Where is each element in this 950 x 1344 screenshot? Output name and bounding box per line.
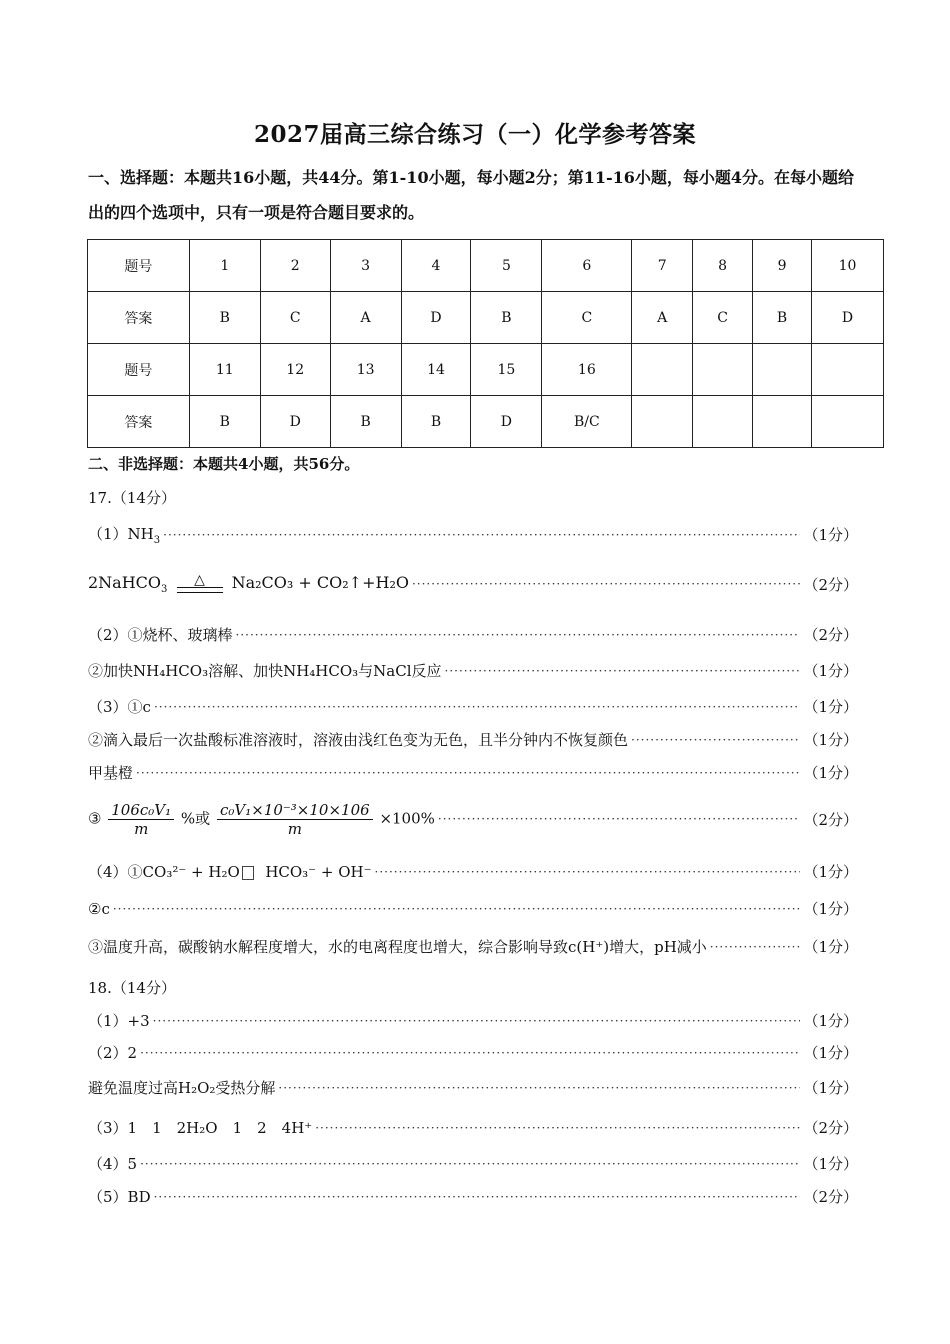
table-cell xyxy=(811,344,883,396)
table-cell: B xyxy=(753,292,812,344)
section-1-heading: 一、选择题：本题共16小题，共44分。第1-10小题，每小题2分；第11-16小题，每小题4分。在每小题给出的四个选项中，只有一项是符合题目要求的。 xyxy=(88,168,855,222)
q18-answer-4: （4）5 ····· （1分） xyxy=(88,1153,858,1174)
table-cell xyxy=(632,344,693,396)
table-cell: 7 xyxy=(632,240,693,292)
table-row-header: 题号 xyxy=(88,240,190,292)
table-cell: 16 xyxy=(542,344,632,396)
table-row xyxy=(88,396,884,448)
table-cell: D xyxy=(811,292,883,344)
table-cell xyxy=(811,396,883,448)
section-2-heading: 二、非选择题：本题共4小题，共56分。 xyxy=(88,455,360,473)
q17-answer-indicator: 甲基橙 ····· （1分） xyxy=(88,762,858,783)
table-cell: 9 xyxy=(753,240,812,292)
q17-answer-3-3: ③ $\frac{\text{106c₀V₁}}{m}$ %或 $\frac{\text{c₀V₁×10⁻³×10×106}}{m}$ ×100% ····· （2分） xyxy=(88,796,858,842)
q18-answer-3: （3）1 1 2H₂O 1 2 4H⁺ ····· （2分） xyxy=(88,1117,858,1138)
table-cell xyxy=(632,396,693,448)
table-row xyxy=(88,240,884,292)
table-cell: 14 xyxy=(401,344,471,396)
table-cell: 11 xyxy=(189,344,260,396)
table-cell xyxy=(753,396,812,448)
leader-dots xyxy=(412,577,800,591)
q18-answer-2-note: 避免温度过高H₂O₂受热分解 ····· （1分） xyxy=(88,1077,858,1098)
table-cell xyxy=(693,344,753,396)
answer-table xyxy=(87,239,884,448)
table-row xyxy=(88,344,884,396)
leader-dots xyxy=(163,528,800,542)
table-cell: 4 xyxy=(401,240,471,292)
q18-header: 18.（14分） xyxy=(88,979,176,997)
q17-answer-1: $(1)NH_3$ ····· （1分） xyxy=(88,523,858,546)
table-cell: C xyxy=(693,292,753,344)
table-cell: B xyxy=(189,396,260,448)
q17-answer-4-2: ②c ····· （1分） xyxy=(88,898,858,919)
fraction-1: $\frac{\text{106c₀V₁}}{m}$ xyxy=(108,801,174,838)
page-title: 2027届高三综合练习（一）化学参考答案 xyxy=(253,121,696,148)
table-row-header: 答案 xyxy=(88,292,190,344)
table-cell: C xyxy=(542,292,632,344)
table-cell: C xyxy=(260,292,330,344)
table-cell: 13 xyxy=(330,344,401,396)
table-cell: 3 xyxy=(330,240,401,292)
table-cell: D xyxy=(401,292,471,344)
table-cell: 2 xyxy=(260,240,330,292)
table-cell: B xyxy=(330,396,401,448)
q17-answer-3-2: ②滴入最后一次盐酸标准溶液时，溶液由浅红色变为无色，且半分钟内不恢复颜色 ····· （1分） xyxy=(88,729,858,750)
table-cell: 8 xyxy=(693,240,753,292)
table-cell: 10 xyxy=(811,240,883,292)
table-cell: 12 xyxy=(260,344,330,396)
table-cell: 6 xyxy=(542,240,632,292)
table-cell: B xyxy=(401,396,471,448)
table-row-header: 题号 xyxy=(88,344,190,396)
table-cell xyxy=(693,396,753,448)
q17-equation: 2NaHCO$_3$ △ Na₂CO₃ + CO₂↑+H₂O ····· （2分） xyxy=(88,566,858,602)
q18-answer-2: （2）2 ····· （1分） xyxy=(88,1042,858,1063)
heating-arrow: △ xyxy=(177,573,223,593)
table-cell: A xyxy=(632,292,693,344)
table-cell: D xyxy=(260,396,330,448)
fraction-2: $\frac{\text{c₀V₁×10⁻³×10×106}}{m}$ xyxy=(217,801,373,838)
q17-answer-2-1: （2）①烧杯、玻璃棒 ····· （2分） xyxy=(88,624,858,645)
q17-answer-2-2: ②加快NH₄HCO₃溶解、加快NH₄HCO₃与NaCl反应 ····· （1分） xyxy=(88,660,858,681)
table-cell: A xyxy=(330,292,401,344)
table-cell: B xyxy=(189,292,260,344)
equilibrium-symbol xyxy=(242,866,254,880)
table-cell: B/C xyxy=(542,396,632,448)
q17-header: 17.（14分） xyxy=(88,489,176,507)
table-cell: 5 xyxy=(471,240,542,292)
table-cell xyxy=(753,344,812,396)
table-cell: D xyxy=(471,396,542,448)
q18-answer-1: （1）+3 ····· （1分） xyxy=(88,1010,858,1031)
q17-answer-4-3: ③温度升高，碳酸钠水解程度增大，水的电离程度也增大，综合影响导致c(H⁺)增大，pH减小 ····· （1分） xyxy=(88,936,858,957)
q18-answer-5: （5）BD ····· （2分） xyxy=(88,1186,858,1207)
table-row-header: 答案 xyxy=(88,396,190,448)
table-cell: B xyxy=(471,292,542,344)
table-cell: 15 xyxy=(471,344,542,396)
table-cell: 1 xyxy=(189,240,260,292)
table-row xyxy=(88,292,884,344)
q17-answer-4-1: （4）①CO₃²⁻ + H₂O HCO₃⁻ + OH⁻ ····· （1分） xyxy=(88,861,858,882)
q17-answer-3-1: （3）①c ····· （1分） xyxy=(88,696,858,717)
